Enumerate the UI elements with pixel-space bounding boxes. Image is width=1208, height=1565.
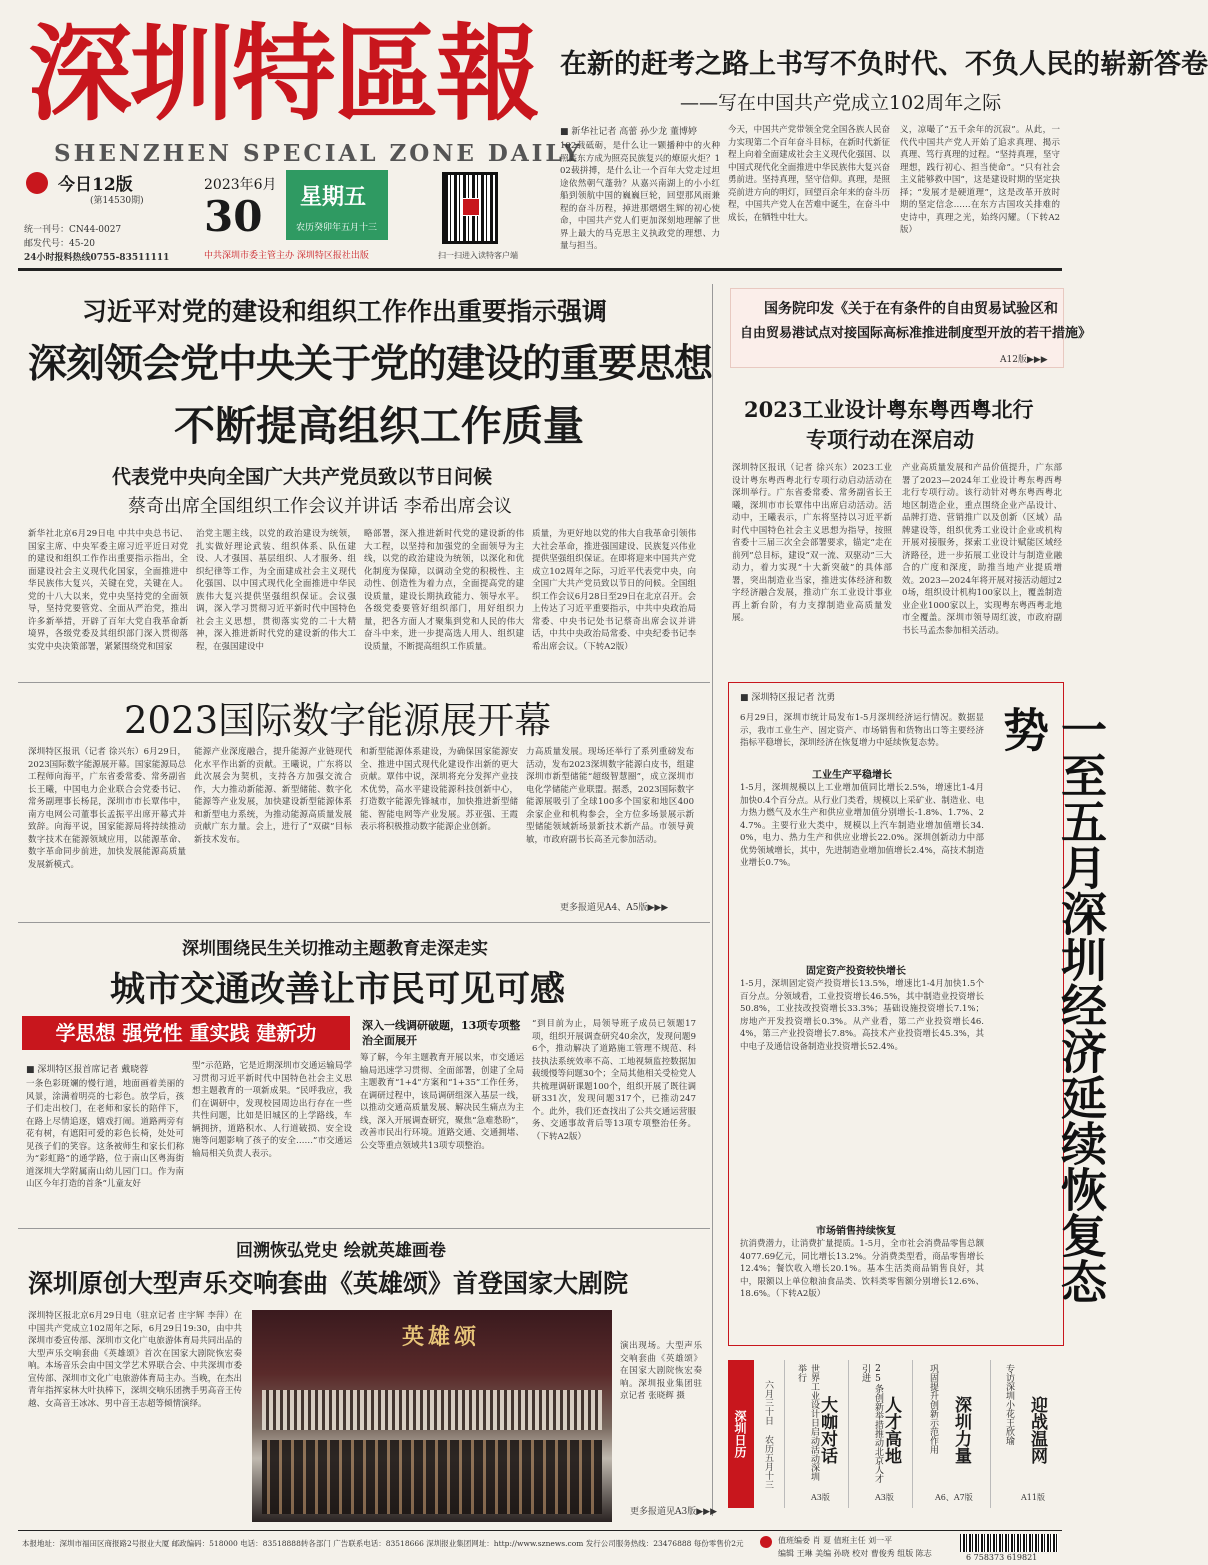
teaser-sub: 专访深圳小花王欣瑜: [1004, 1364, 1014, 1445]
teaser-sub: 25条创新举措推动北京人才引进: [860, 1364, 883, 1483]
concert-choir: [262, 1390, 602, 1430]
postal-code: 邮发代号：45-20: [24, 239, 95, 249]
heroes-body: 深圳特区报北京6月29日电（驻京记者 庄宇辉 李萍）在中国共产党成立102周年之际，6月29日19:30，由中共深圳市委宣传部、深圳市文化广电旅游体育局共同出品的大型声乐交响套曲《英雄颂》首次在国家大剧院恢宏奏响。本场音乐会由中国文学艺术界联合会、中共深圳市委宣传部、深圳市文化广电旅游体育局主办。当晚，在杰出青年指挥家林大叶执棒下，深圳交响乐团携手男高音王传越、女高音王冰冰、男中音王志超等倾情演绎。: [28, 1311, 242, 1409]
teaser-item[interactable]: [912, 1360, 989, 1508]
teaser-item[interactable]: [784, 1360, 847, 1508]
masthead-rule: [18, 268, 1062, 271]
lead-body-col3: 略部署，深入推进新时代党的建设新的伟大工程，以坚持和加强党的全面领导为主线，以党的政治建设为统领，以深化和优化制度为保障，以调动全党的积极性、主动性、创造性为着力点，全面提高党的建设质量，建设长期执政能力、领导水平。各级党委要管好组织部门，用好组织力量，把各方面人才聚集到党和人民的伟大奋斗中来，进一步提高选人用人、组织建设质量，不断提高组织工作质量。: [364, 529, 524, 652]
economy-sec3-body: 抗消费潜力，让消费扩量提质。1-5月，全市社会消费品零售总额4077.69亿元，同比增长13.2%。分消费类型看，商品零售增长12.4%；餐饮收入增长20.1%。基本生活类商品销售良好，其中，限额以上单位粮油食品类、饮料类零售额分别增长12.6%、18.6%。（下转A2版）: [740, 1239, 984, 1299]
teaser-page: A11版: [1021, 1493, 1045, 1502]
heroes-kicker: 回溯恢弘党史 绘就英雄画卷: [236, 1241, 446, 1261]
economy-sec1-body: 1-5月，深圳规模以上工业增加值同比增长2.5%，增速比1-4月加快0.4个百分点。从行业门类看，规模以上采矿业、制造业、电力热力燃气及水生产和供应业增加值分别增长-1.8%、1.7%、24.7%。主要行业大类中，规模以上汽车制造业增加值增长34.0%，电力、热力生产和供应业增长22.0%。深圳创新动力中部优势领域增长，其中，先进制造业增加值增长2.4%，高技术制造业增长0.7%。: [740, 783, 984, 868]
digital-col3: 和新型能源体系建设，为确保国家能源安全、推进中国式现代化建设作出新的更大贡献。覃伟中说，深圳将充分发挥产业技术优势，高水平建设能源科技创新中心，打造数字能源先锋城市，加快推进新型储能、智能电网等产业发展。苏亚强、王霞表示将积极推动数字能源企业创新。: [360, 747, 518, 832]
teaser-item[interactable]: [990, 1360, 1063, 1508]
economy-sec3-title: 市场销售持续恢复: [816, 1226, 896, 1237]
concert-orchestra: [262, 1440, 602, 1514]
industrial-headline-2: 专项行动在深启动: [806, 427, 974, 452]
traffic-kicker: 深圳围绕民生关切推动主题教育走深走实: [182, 939, 488, 959]
industrial-headline-1: 2023工业设计粤东粤西粤北行: [744, 397, 1034, 422]
sponsor-line: 中共深圳市委主管主办 深圳特区报社出版: [204, 251, 369, 261]
economy-sec1-title: 工业生产平稳增长: [812, 770, 892, 781]
teaser-item[interactable]: [848, 1360, 911, 1508]
section-divider: [18, 1228, 710, 1229]
issue-day: 30: [204, 192, 263, 241]
traffic-col4: “到目前为止，局领导班子成员已领题17项，组织开展调查研究40余次，发现问题96个，推动解决了道路施工管理不规范、科技执法系统效率不高、工地视频监控数据加载缓慢等问题30个；全局其他相关受检党人共梳理调研课题100个，组织开展了既往调研331次，发现问题317个，已推动247个。此外，我们还查找出了公共交通运营服务、交通事故背后等13项专项整治任务。（下转A2版）: [532, 1019, 696, 1142]
lead-headline-2: 不断提高组织工作质量: [174, 402, 584, 450]
lunar-date: 农历癸卯年五月十三: [296, 223, 378, 233]
traffic-byline: ■ 深圳特区报首席记者 戴晓蓉: [26, 1065, 149, 1075]
traffic-headline: 城市交通改善让市民可见可感: [110, 969, 566, 1010]
economy-headline: 一至五月深圳经济延续恢复态势: [996, 706, 1108, 1304]
teaser-sub: 世界工业设计日启动活动深圳举行: [796, 1364, 819, 1481]
top-byline: ■ 新华社记者 高蕾 孙少龙 董博婷: [560, 127, 697, 137]
weekday: 星期五: [300, 184, 367, 210]
industrial-col2: 产业高质量发展和产品价值提升，广东部署了2023—2024年工业设计粤东粤西粤北行专项行动。该行动针对粤东粤西粤北地区制造企业，重点围绕企业产品设计、品牌打造、营销推广以及创新（区域）品牌建设等，组织优秀工业设计企业或机构开展对接服务，探索工业设计赋能区域经济路径，进一步拓展工业设计与制造业融合的广度和深度，助推当地产业提质增效。2023—2024年将开展对接活动超过20场，组织设计机构100家以上，覆盖制造业企业1000家以上，实现粤东粤西粤北地市全覆盖。深圳市领导周红波，市政府副书长马孟杰参加相关活动。: [902, 463, 1062, 636]
top-article-col3: 义，凉嘬了“五千余年的沉寂”。从此，一代代中国共产党人开始了追求真理、揭示真理、笃行真理的过程。“坚持真理，坚守理想，践行初心、担当使命”。“只有社会主义能够救中国”，这是建设时期的坚定抉择；“发展才是硬道理”，这是改革开放时期的坚定信念……在东方古国攻关排难的史诗中，真理之光，始终闪耀。（下转A2版）: [900, 125, 1060, 235]
footer-logo-icon: [760, 1536, 772, 1548]
column-divider: [712, 284, 713, 1516]
lead-sub-2: 蔡奇出席全国组织工作会议并讲话 李希出席会议: [128, 496, 512, 517]
lead-body-col2: 治党主题主线，以党的政治建设为统领，扎实做好理论武装、组织体系、队伍建设、人才强国、基层组织、人才服务、组织纪律等工作，为全面建成社会主义现代化强国、以中国式现代化全面推进中华民族伟大复兴提供坚强组织保证。会议强调，深入学习贯彻习近平新时代中国特色社会主义思想，贯彻落实党的二十大精神，深入推进新时代党的建设新的伟大工程，在强国建设中: [196, 529, 356, 652]
digital-energy-headline: 2023国际数字能源展开幕: [124, 699, 552, 742]
teaser-headline: 人才高地: [881, 1396, 901, 1464]
traffic-col3: 筹了解，今年主题教育开展以来，市交通运输局迅速学习贯彻、全面部署，创建了全局主题教育“1+4”方案和“1+35”工作任务，在调研过程中，该局调研组深入基层一线，以推动交通高质量发展、解决民生痛点为主线，深入开展调查研究，聚焦“急难愁盼”，改善市民出行环境。道路交通、交通拥堵、公交等重点领域共13项专项整治。: [360, 1053, 524, 1151]
teaser-page: A6、A7版: [935, 1493, 973, 1502]
traffic-col2: 型”示范路，它是近期深圳市交通运输局学习贯彻习近平新时代中国特色社会主义思想主题教育的一项新成果。“民呼我应，我们在调研中，发现校园周边出行存在一些共性问题，比如是旧城区的上学路线，车辆拥挤，道路积水、人行道破损、安全设施等问题影响了孩子的安全……”市交通运输局相关负责人表示。: [192, 1061, 352, 1159]
footer-editors-2: 编辑 王琳 美编 孙晓 校对 曹俊秀 组版 陈志: [778, 1549, 932, 1558]
traffic-sub: 深入一线调研破题，13项专项整治全面展开: [362, 1019, 521, 1047]
calendar-label: 深圳日历: [733, 1410, 747, 1458]
lead-body-col1: 新华社北京6月29日电 中共中央总书记、国家主席、中央军委主席习近平近日对党的建设和组织工作作出重要指示指出，全面建设社会主义现代化国家，全面推进中华民族伟大复兴，关键在党，关键在人。党的十八大以来，党中央坚持党的全面领导，坚持党要管党、全面从严治党，推出许多新举措，开辟了百年大党自我革命新境界，各级党委及其组织部门深入贯彻落实党中央决策部署，紧紧围绕党和国家: [28, 529, 188, 652]
top-headline: 在新的赶考之路上书写不负时代、不负人民的崭新答卷: [560, 49, 1208, 80]
calendar-date: 六月三十日 农历五月十三: [763, 1380, 773, 1489]
economy-byline: ■ 深圳特区报记者 沈勇: [740, 693, 836, 703]
concert-banner-text: 英雄颂: [402, 1324, 481, 1350]
cn-number: 统一刊号：CN44-0027: [24, 225, 122, 235]
teaser-page: A3版: [875, 1493, 894, 1502]
heroes-headline: 深圳原创大型声乐交响套曲《英雄颂》首登国家大剧院: [28, 1269, 629, 1298]
teaser-headline: 大咖对话: [817, 1396, 837, 1464]
pages-count: 今日12版: [58, 175, 133, 195]
photo-caption: 演出现场。大型声乐交响套曲《英雄颂》在国家大剧院恢宏奏响。深圳报业集团驻京记者 张晓辉 摄: [620, 1341, 702, 1401]
traffic-slogan-banner: 学思想 强党性 重实践 建新功: [22, 1016, 350, 1050]
traffic-col1: 一条色彩斑斓的慢行道，地面画着美丽的风景，涂满着明亮的七彩色。放学后，孩子们走出校门，在老师和家长的陪伴下，在路上尽情追逐，嬉戏打闹。道路两旁有花有树，有遮阳可爱的彩色长椅，处处可见孩子们的笑容。这条被师生和家长们称为“彩虹路”的通学路，位于南山区粤海街道深圳大学附属南山幼儿园门口。作为南山区今年打造的首条“儿童友好: [26, 1079, 184, 1189]
digital-col2: 能源产业深度融合，提升能源产业链现代化水平作出新的贡献。王曦说，广东将以此次展会为契机，支持各方加强交流合作，大力推动新能源、新型储能、数字化能源等产业发展，加快建设新型能源体系和新型电力系统，为推动能源高质量发展贡献广东力量。会上，进行了“双碳”目标新技术发布。: [194, 747, 352, 845]
digital-col4: 力高质量发展。现场还举行了系列重磅发布活动，发布2023深圳数字能源白皮书，组建深圳市新型储能“超级智慧圈”，成立深圳市电化学储能产业联盟。据悉，2023国际数字能源展吸引了全球100多个国家和地区400余家企业和机构参会，全方位多场景展示新型储能领域新场景新技术新产品。市领导黄敏，市政府副书长高圣元参加活动。: [526, 747, 694, 845]
teaser-headline: 迎战温网: [1027, 1396, 1047, 1464]
free-trade-ref[interactable]: A12版▶▶▶: [1000, 355, 1048, 365]
masthead-title: 深圳特區報: [28, 12, 539, 135]
heroes-ref[interactable]: 更多报道见A3版▶▶▶: [630, 1507, 717, 1517]
footer-rule: [18, 1530, 1062, 1531]
digital-ref[interactable]: 更多报道见A4、A5版▶▶▶: [560, 903, 669, 913]
free-trade-line-1: 国务院印发《关于在有条件的自由贸易试验区和: [764, 301, 1058, 317]
top-subheadline: ——写在中国共产党成立102周年之际: [680, 92, 1002, 114]
barcode-number: 6 758373 619821: [966, 1553, 1038, 1562]
teaser-page: A3版: [811, 1493, 830, 1502]
qr-center-icon: [462, 198, 480, 216]
teaser-headline: 深圳力量: [951, 1396, 971, 1464]
lead-body-col4: 质量，为更好地以党的伟大自我革命引领伟大社会革命，推进强国建设、民族复兴伟业提供坚强组织保证。在即将迎来中国共产党成立102周年之际，习近平代表党中央，向全国广大共产党员致以节日的问候。全国组织工作会议6月28日至29日在北京召开。会上传达了习近平重要指示，中共中央政治局常委、中央书记处书记蔡奇出席会议并讲话，中共中央政治局常委、中央纪委书记李希出席会议。（下转A2版）: [532, 529, 696, 652]
top-article-col1: 102载砥砺，是什么让一颗播种中的火种照亮东方成为照亮民族复兴的燎原火炬？102载拼搏，是什么让一个百年大党走过坦途依然朝气蓬勃？从嘉兴南湖上的小小红船到领航中国的巍巍巨轮，回望那风雨兼程的奋斗历程，掉进那熠熠生辉的初心使命，中国共产党人们更加深刻地理解了世界上最大的马克思主义执政党的理想、力量与担当。: [560, 141, 720, 251]
top-article-col2: 今天，中国共产党带领全党全国各族人民奋力实现第二个百年奋斗目标，在新时代新征程上向着全面建成社会主义现代化强国、以中国式现代化全面推进中华民族伟大复兴奋勇前进。坚持真理，坚守信仰。真理，是照亮前进方向的明灯，回望百余年来的奋斗历程，中国共产党人在苦难中诞生，在奋斗中成长，在牺牲中壮大。: [728, 125, 890, 223]
economy-intro: 6月29日，深圳市统计局发布1-5月深圳经济运行情况。数据显示，我市工业生产、固定资产、市场销售和货物出口等主要经济指标平稳增长，深圳经济在恢复增力中延续恢复态势。: [740, 713, 984, 748]
digital-col1: 深圳特区报讯（记者 徐兴东）6月29日，2023国际数字能源展开幕。国家能源局总工程师向海平，广东省委常委、常务副省长王曦，中国电力企业联合会党委书记、常务副理事长杨昆，深圳市市长覃伟中，南方电网公司董事长孟振平出席开幕式并致辞。向海平说，国家能源局将持续推动数字技术在能源领域应用，以能源革命、数字革命同步前进，加快发展能源高质量发展新模式。: [28, 747, 186, 870]
issue-number: (第14530期): [90, 196, 144, 206]
industrial-col1: 深圳特区报讯（记者 徐兴东）2023工业设计粤东粤西粤北行专项行动启动活动在深圳举行。广东省委常委、常务副省长王曦，深圳市市长覃伟中出席启动活动。活动中，王曦表示，广东将坚持以习近平新时代中国特色社会主义思想为指导，按照省委十三届三次全会部署要求，锚定“走在前列”总目标，建设“双一流、双驱动”三大动力，着力实现“十大新突破”的具体部署，突出制造业当家，推进实体经济和数字经济融合发展，推动广东工业设计事业再上新台阶，有力支撑制造业高质量发展。: [732, 463, 892, 623]
free-trade-line-2: 自由贸易港试点对接国际高标准推进制度型开放的若干措施》: [740, 326, 1092, 341]
teaser-sub: 巩固提升创新示范作用: [928, 1364, 938, 1454]
economy-sec2-title: 固定资产投资较快增长: [806, 966, 906, 977]
economy-sec2-body: 1-5月，深圳固定资产投资增长13.5%，增速比1-4月加快1.5个百分点。分领域看，工业投资增长46.5%，其中制造业投资增长50.8%，工业技改投资增长33.3%；基础设施投资增长7.1%；房地产开发投资增长0.3%。从产业看，第二产业投资增长46.4%，第三产业投资增长7.8%。高技术产业投资增长45.3%，其中电子及通信设备制造业投资增长52.4%。: [740, 979, 984, 1052]
lead-sub-1: 代表党中央向全国广大共产党员致以节日问候: [112, 466, 493, 488]
lead-headline-1: 深刻领会党中央关于党的建设的重要思想: [28, 341, 713, 387]
barcode: [960, 1534, 1058, 1552]
qr-caption: 扫一扫进入读特客户端: [438, 251, 518, 260]
hotline: 24小时报料热线0755-83511111: [24, 253, 170, 263]
lead-kicker: 习近平对党的建设和组织工作作出重要指示强调: [82, 297, 608, 326]
masthead-english: SHENZHEN SPECIAL ZONE DAILY: [54, 140, 583, 167]
section-divider: [18, 922, 710, 923]
footer-address: 本报地址：深圳市福田区商报路2号报业大厦 邮政编码：518000 电话：83518888转各部门 广告联系电话：83518666 深圳报业集团网址：http://www.sznews.com 发行公司服务热线：23476888 每份零售价2元: [22, 1539, 744, 1548]
section-divider: [18, 682, 710, 683]
footer-editors: 值班编委 肖 夏 值班主任 刘一平: [778, 1536, 893, 1545]
issue-year-month: 2023年6月: [204, 177, 277, 193]
logo-icon: [26, 172, 48, 194]
